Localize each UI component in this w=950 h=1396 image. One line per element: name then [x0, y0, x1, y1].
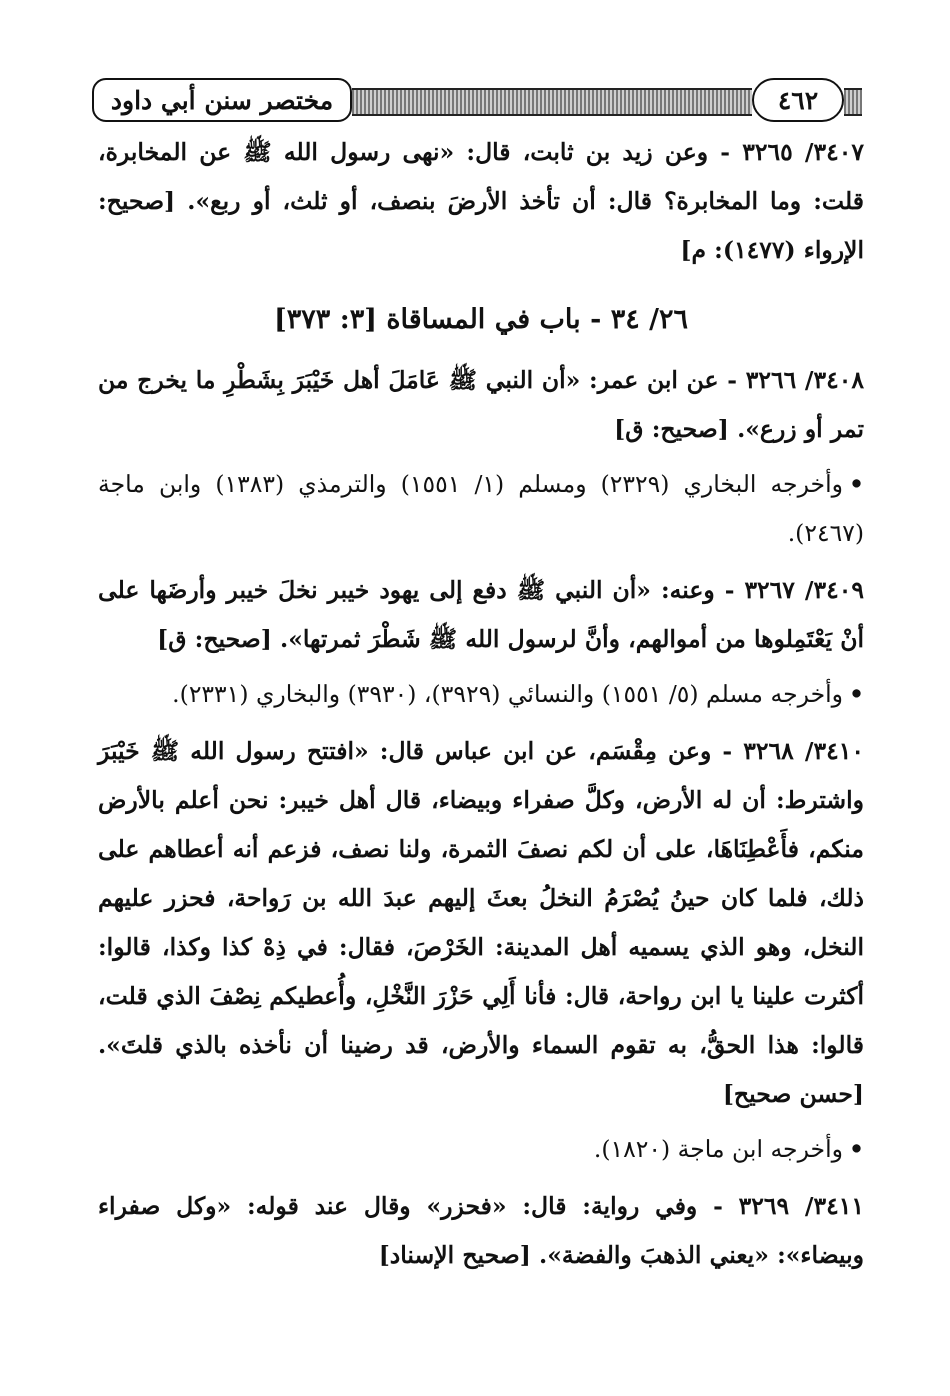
- takhrij-text: وأخرجه مسلم (٥/ ١٥٥١) والنسائي (٣٩٢٩)، (٣٩٣٠) والبخاري (٢٣٣١).: [172, 680, 843, 708]
- bullet-icon: •: [848, 680, 864, 708]
- takhrij-text: وأخرجه ابن ماجة (١٨٢٠).: [593, 1135, 843, 1163]
- header-rule-end: [844, 88, 862, 116]
- hadith-3408: ٣٤٠٨/ ٣٢٦٦ - عن ابن عمر: «أن النبي ﷺ عَامَلَ أهل خَيْبَرَ بِشَطْرِ ما يخرج من تمر أو زرع». [صحيح: ق]: [98, 366, 864, 443]
- header-rule: [352, 88, 752, 116]
- bullet-icon: •: [848, 470, 864, 498]
- hadith-3408-takhrij: [98, 460, 864, 558]
- takhrij-text: وأخرجه البخاري (٢٣٢٩) ومسلم (١/ ١٥٥١) والترمذي (١٣٨٣) وابن ماجة (٢٤٦٧).: [98, 470, 864, 547]
- hadith-3409: ٣٤٠٩/ ٣٢٦٧ - وعنه: «أن النبي ﷺ دفع إلى يهود خيبر نخلَ خيبر وأرضَها على أنْ يَعْتَمِلوها من أموالهم، وأنَّ لرسول الله ﷺ شَطْرَ ثمرتها». [صحيح: ق]: [98, 576, 864, 653]
- hadith-3410: ٣٤١٠/ ٣٢٦٨ - وعن مِقْسَم، عن ابن عباس قال: «افتتح رسول الله ﷺ خَيْبَرَ واشترط: أن له الأرض، وكلَّ صفراء وبيضاء، قال أهل خيبر: نحن أعلم بالأرض منكم، فأَعْطِنَاهَا، على أن لكم نصفَ الثمرة، ولنا نصف، فزعم أنه أعطاهم على ذلك، فلما كان حينُ يُصْرَمُ النخلُ بعثَ إليهم عبدَ الله بن رَواحة، فحزر عليهم النخل، وهو الذي يسميه أهل المدينة: الخَرْصَ، فقال: في ذِهْ كذا وكذا، قالوا: أكثرت علينا يا ابن رواحة، قال: فأنا أَلِي حَزْرَ النَّخْلِ، وأُعطيكم نِصْفَ الذي قلت، قالوا: هذا الحقُّ، به تقوم السماء والأرض، قد رضينا أن نأخذه بالذي قلتَ». [حسن صحيح]: [98, 737, 865, 1108]
- bullet-icon: •: [848, 1135, 864, 1163]
- page-header: [92, 78, 862, 126]
- hadith-3410-takhrij: [98, 1125, 864, 1174]
- hadith-3407: ٣٤٠٧/ ٣٢٦٥ - وعن زيد بن ثابت، قال: «نهى رسول الله ﷺ عن المخابرة، قلت: وما المخابرة؟ قال: أن تأخذ الأرضَ بنصف، أو ثلث، أو ربع». [صحيح: الإرواء (١٤٧٧): م]: [98, 138, 865, 264]
- book-title-box: مختصر سنن أبي داود: [92, 78, 352, 122]
- hadith-3411: ٣٤١١/ ٣٢٦٩ - وفي رواية: قال: «فحزر» وقال عند قوله: «وكل صفراء وبيضاء»: «يعني الذهبَ والفضة». [صحيح الإسناد]: [98, 1192, 865, 1269]
- chapter-heading: ٢٦/ ٣٤ - باب في المساقاة [٣: ٣٧٣]: [274, 304, 688, 335]
- hadith-3409-takhrij: [98, 670, 864, 719]
- page-body: [98, 128, 864, 1286]
- page-number: ٤٦٢: [752, 78, 844, 122]
